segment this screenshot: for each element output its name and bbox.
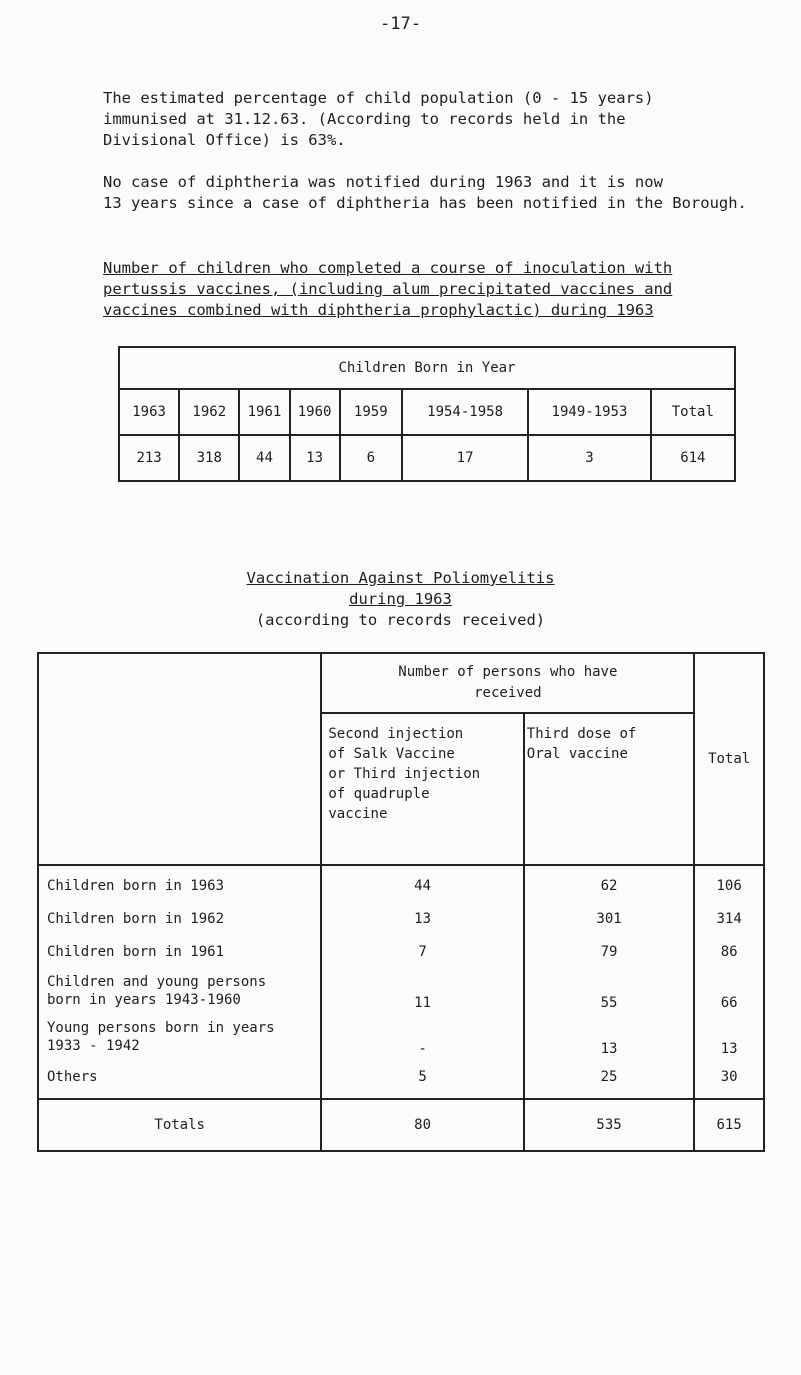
total-value: 30: [720, 1069, 738, 1085]
inoculation-heading-line: vaccines combined with diphtheria prophylactic) during 1963: [103, 301, 654, 319]
third-value: 79: [600, 944, 618, 960]
second-value: 7: [418, 944, 427, 960]
year-value: 13: [290, 435, 340, 481]
year-header: 1959: [340, 389, 402, 435]
inoculation-heading-line: pertussis vaccines, (including alum precipitated vaccines and: [103, 280, 673, 298]
total-header: Total: [694, 653, 764, 865]
oral-vaccine-values: [524, 865, 695, 1099]
header-line: Oral vaccine: [526, 746, 628, 762]
second-injection-values: [321, 865, 523, 1099]
oral-vaccine-header: [524, 713, 695, 865]
year-header: 1963: [119, 389, 179, 435]
header-line: Third dose of: [526, 726, 637, 742]
totals-total: 615: [694, 1099, 764, 1151]
totals-label: Totals: [38, 1099, 321, 1151]
second-injection-header: [321, 713, 523, 865]
second-value: 5: [418, 1069, 427, 1085]
row-label-line: born in years 1943-1960: [47, 992, 241, 1008]
polio-title: [0, 568, 801, 589]
row-label: Children born in 1963: [47, 878, 225, 894]
group-header-line: Number of persons who have: [398, 664, 618, 680]
second-value: -: [418, 1041, 427, 1057]
third-value: 301: [596, 911, 622, 927]
row-label-line: Children and young persons: [47, 974, 267, 990]
page-number: -17-: [380, 14, 421, 34]
row-label: Children born in 1961: [47, 944, 225, 960]
group-header-line: received: [474, 685, 542, 701]
year-header: 1949-1953: [528, 389, 650, 435]
total-values: [694, 865, 764, 1099]
row-label: [47, 969, 320, 1015]
totals-third: 535: [524, 1099, 695, 1151]
header-line: Second injection: [328, 726, 464, 742]
third-value: 13: [600, 1041, 618, 1057]
polio-subtitle: [0, 589, 801, 610]
group-header: [321, 653, 694, 713]
year-header: 1961: [239, 389, 289, 435]
header-line: vaccine: [328, 806, 388, 822]
polio-table: [37, 652, 765, 1152]
row-label-line: Young persons born in years: [47, 1020, 275, 1036]
third-value: 25: [600, 1069, 618, 1085]
second-value: 13: [414, 911, 431, 927]
year-value: 318: [179, 435, 239, 481]
total-value: 106: [716, 878, 742, 894]
year-value: 6: [340, 435, 402, 481]
year-header: 1960: [290, 389, 340, 435]
diphtheria-paragraph: No case of diphtheria was notified during 1963 and it is now 13 years since a case of diphtheria has been notified in the Borough.: [103, 173, 747, 212]
year-value: 3: [528, 435, 650, 481]
inoculation-heading-line: Number of children who completed a course of inoculation with: [103, 259, 673, 277]
total-value: 314: [716, 911, 742, 927]
year-value: 17: [402, 435, 528, 481]
year-value: 44: [239, 435, 289, 481]
row-label-line: 1933 - 1942: [47, 1038, 140, 1054]
third-value: 62: [600, 878, 618, 894]
header-line: of Salk Vaccine: [328, 746, 455, 762]
year-header: 1954-1958: [402, 389, 528, 435]
totals-second: 80: [321, 1099, 523, 1151]
total-value: 614: [651, 435, 735, 481]
third-value: 55: [600, 995, 618, 1011]
pertussis-table-caption: Children Born in Year: [119, 347, 735, 389]
second-value: 44: [414, 878, 431, 894]
year-value: 213: [119, 435, 179, 481]
polio-subtitle-text: during 1963: [349, 590, 452, 608]
header-line: or Third injection: [328, 766, 481, 782]
row-labels-cell: [38, 865, 321, 1099]
polio-note: (according to records received): [255, 611, 546, 629]
row-label: [47, 1015, 320, 1061]
total-value: 86: [720, 944, 738, 960]
year-header: 1962: [179, 389, 239, 435]
second-value: 11: [414, 995, 431, 1011]
header-line: of quadruple: [328, 786, 430, 802]
total-value: 66: [720, 995, 738, 1011]
row-label: Children born in 1962: [47, 911, 225, 927]
polio-title-text: Vaccination Against Poliomyelitis: [246, 569, 555, 587]
total-value: 13: [720, 1041, 738, 1057]
immunisation-paragraph: The estimated percentage of child population (0 - 15 years) immunised at 31.12.63. (According to records held in the Divisional Office) is 63%.: [103, 89, 654, 149]
inoculation-heading: [103, 258, 793, 321]
blank-header-cell: [38, 653, 321, 865]
pertussis-table: [118, 346, 736, 482]
year-header: Total: [651, 389, 735, 435]
row-label: Others: [47, 1069, 98, 1085]
